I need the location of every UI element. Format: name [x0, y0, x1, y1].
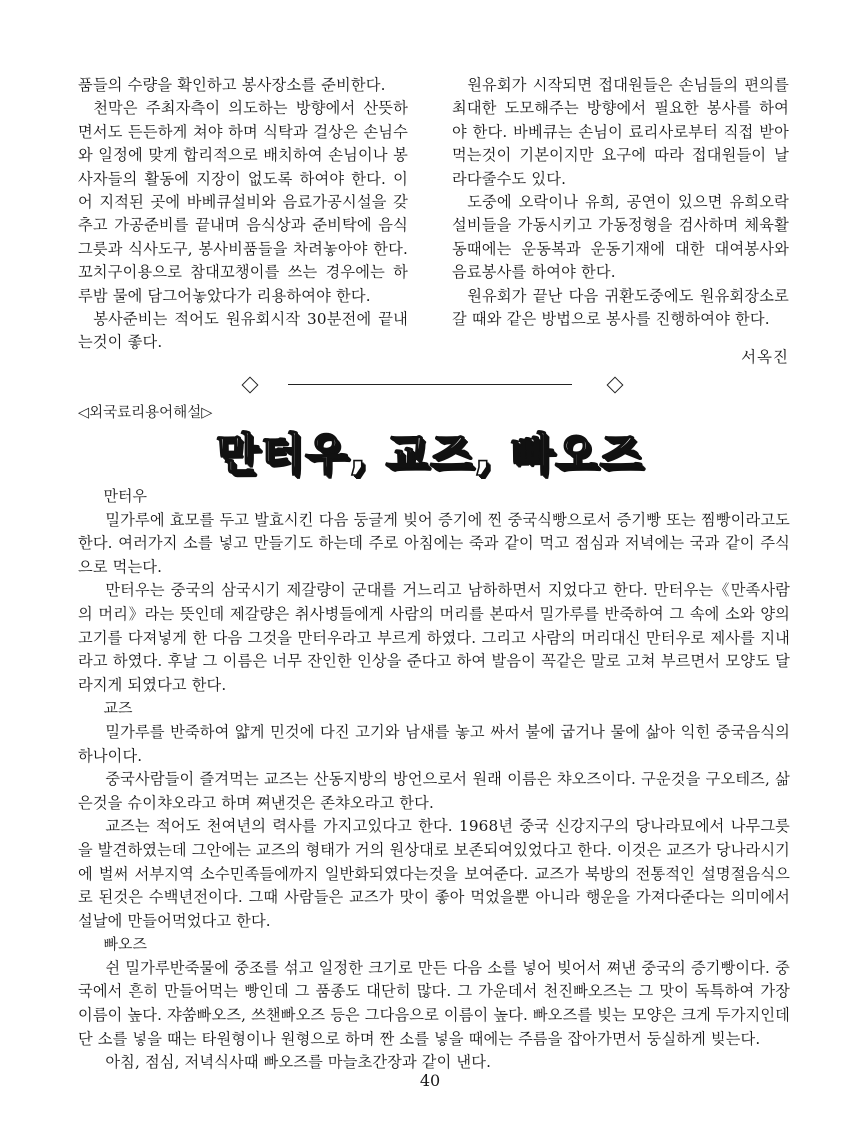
mantou-paragraph-1: 밀가루에 효모를 두고 발효시킨 다음 둥글게 빚어 증기에 찐 중국식빵으로서 증기빵 또는 찜빵이라고도 한다. 여러가지 소를 넣고 만들기도 하는데 주로 아침에는 죽과 같이 먹고 점심과 저녁에는 국과 같이 주식으로 먹는다. — [78, 510, 790, 576]
section-divider — [0, 372, 860, 400]
article-body — [78, 485, 790, 1075]
top-left-column — [78, 74, 408, 355]
top-right-paragraph-3: 원유회가 끝난 다음 귀환도중에도 원유회장소로 갈 때와 같은 방법으로 봉사를 진행하여야 한다. — [452, 286, 789, 329]
jiaozi-paragraph-3: 교즈는 적어도 천여년의 력사를 가지고있다고 한다. 1968년 중국 신강지구의 당나라묘에서 나무그릇을 발견하였는데 그안에는 교즈의 형태가 거의 원상대로 보존되여있었다고 한다. 이것은 교즈가 당나라시기에 벌써 서부지역 소수민족들에까지 일반화되였다는것을 보여준다. 교즈가 북방의 전통적인 설명절음식으로 된것은 수백년전이다. 그때 사람들은 교즈가 맛이 좋아 먹었을뿐 아니라 행운을 가져다준다는 의미에서 설날에 만들어먹었다고 한다. — [78, 817, 790, 930]
right-diamond-icon — [607, 377, 624, 394]
left-diamond-icon — [242, 377, 259, 394]
baozi-paragraph-1: 쉰 밀가루반죽물에 중조를 섞고 일정한 크기로 만든 다음 소를 넣어 빚어서 쪄낸 중국의 증기빵이다. 중국에서 흔히 만들어먹는 빵인데 그 품종도 대단히 많다. 그 가운데서 천진빠오즈는 그 맛이 독특하여 가장 이름이 높다. 쟈쑴빠오즈, 쓰챈빠오즈 등은 그다음으로 이름이 높다. 빠오즈를 빚는 모양은 크게 두가지인데 단 소를 넣을 때는 타원형이나 원형으로 하며 짠 소를 넣을 때에는 주름을 잡아가면서 둥실하게 빚는다. — [78, 958, 790, 1048]
divider-rule — [288, 384, 572, 385]
category-label: ◁외국료리용어해설▷ — [78, 405, 213, 421]
baozi-paragraph-2: 아침, 점심, 저녁식사때 빠오즈를 마늘초간장과 같이 낸다. — [105, 1053, 492, 1072]
section-heading-mantou: 만터우 — [103, 487, 147, 505]
mantou-paragraph-2: 만터우는 중국의 삼국시기 제갈량이 군대를 거느리고 남하하면서 지었다고 한다. 만터우는《만족사람의 머리》라는 뜻인데 제갈량은 취사병들에게 사람의 머리를 본따서 밀가루를 반죽하여 그 속에 소와 양의 고기를 다져넣게 한 다음 그것을 만터우라고 부르게 하였다. 그리고 사람의 머리대신 만터우로 제사를 지내라고 하였다. 후날 그 이름은 너무 잔인한 인상을 준다고 하여 발음이 꼭같은 말로 고쳐 부르면서 모양도 달라지게 되였다고 한다. — [78, 581, 790, 694]
page-number: 40 — [419, 1071, 441, 1090]
top-left-paragraph-1: 품들의 수량을 확인하고 봉사장소를 준비한다. — [78, 76, 386, 94]
article-title: 만터우, 교즈, 빠오즈 — [215, 429, 645, 480]
top-right-paragraph-1: 원유회가 시작되면 접대원들은 손님들의 편의를 최대한 도모해주는 방향에서 필요한 봉사를 하여야 한다. 바베큐는 손님이 료리사로부터 직접 받아 먹는것이 기본이지만 요구에 따라 접대원들이 날라다줄수도 있다. — [452, 76, 789, 188]
top-right-column — [452, 74, 789, 331]
top-left-paragraph-2: 천막은 주최자측이 의도하는 방향에서 산뜻하면서도 든든하게 쳐야 하며 식탁과 걸상은 손님수와 일정에 맞게 합리적으로 배치하여 손님이나 봉사자들의 활동에 지장이 없도록 하여야 한다. 이어 지적된 곳에 바베큐설비와 음료가공시설을 갖추고 가공준비를 끝내며 음식상과 준비탁에 음식그릇과 식사도구, 봉사비품들을 차려놓아야 한다. 꼬치구이용으로 참대꼬챙이를 쓰는 경우에는 하루밤 물에 담그어놓았다가 리용하여야 한다. — [78, 99, 408, 305]
section-heading-jiaozi: 교즈 — [103, 699, 133, 718]
section-heading-baozi: 빠오즈 — [103, 935, 147, 954]
top-left-paragraph-3: 봉사준비는 적어도 원유회시작 30분전에 끝내는것이 좋다. — [78, 310, 408, 352]
top-right-paragraph-2: 도중에 오락이나 유희, 공연이 있으면 유희오락설비들을 가동시키고 가동정형을 검사하며 체육활동때에는 운동복과 운동기재에 대한 대여봉사와 음료봉사를 하여야 한다. — [452, 193, 789, 282]
jiaozi-paragraph-1: 밀가루를 반죽하여 얇게 민것에 다진 고기와 남새를 놓고 싸서 불에 굽거나 물에 삶아 익힌 중국음식의 하나이다. — [78, 722, 790, 765]
author-signature: 서옥진 — [741, 348, 789, 366]
jiaozi-paragraph-2: 중국사람들이 즐겨먹는 교즈는 산동지방의 방언으로서 원래 이름은 챠오즈이다. 구운것을 구오테즈, 삶은것을 슈이챠오라고 하며 쪄낸것은 존챠오라고 한다. — [78, 770, 790, 812]
